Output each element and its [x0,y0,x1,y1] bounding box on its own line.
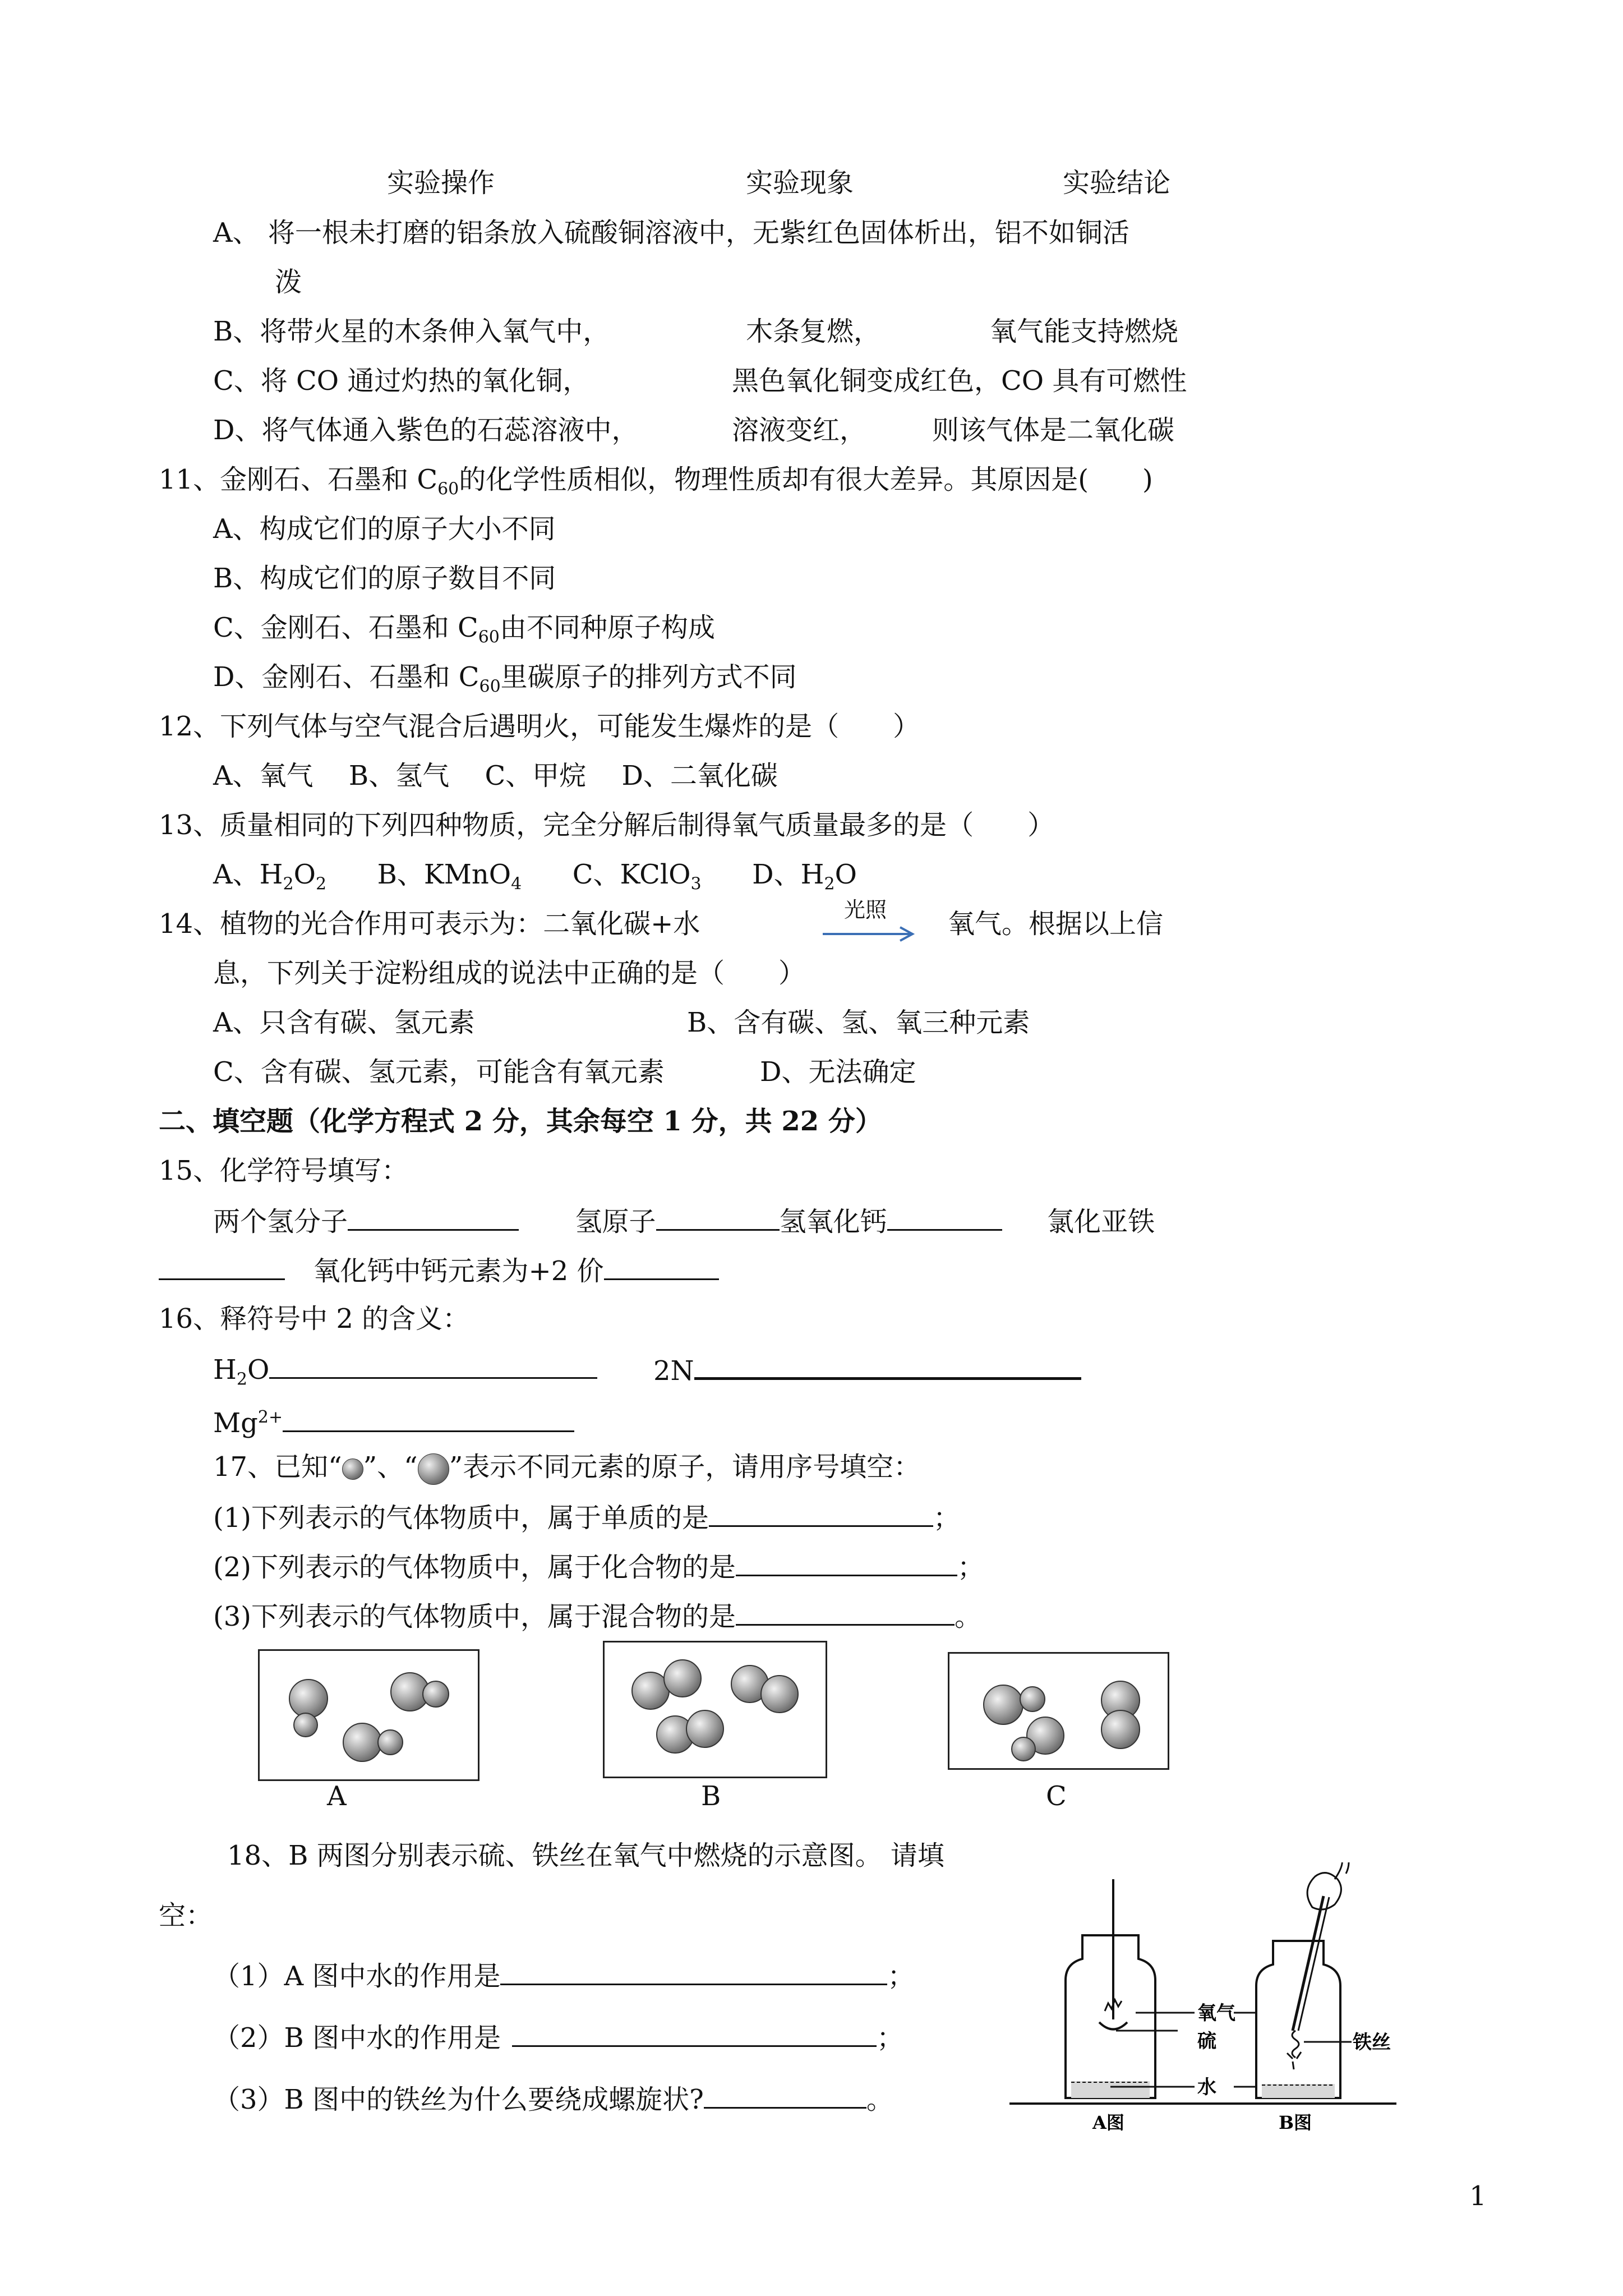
reaction-arrow-icon [822,926,917,942]
blank-field[interactable] [709,1499,933,1527]
blank-field[interactable] [736,1549,957,1576]
q11-option-d: D、金刚石、石墨和 $C_{60}$里碳原子的排列方式不同 [213,661,797,697]
blank-field[interactable] [656,1203,780,1231]
caption-a: A图 [1092,2112,1124,2133]
large-atom-icon [418,1453,449,1485]
q14-stem-part1: 14、植物的光合作用可表示为：二氧化碳+水 [159,908,700,940]
blank-field[interactable] [269,1351,597,1379]
q17-part3: (3)下列表示的气体物质中，属于混合物的是 。 [213,1598,981,1634]
q16-h2o: $H_2O$ [213,1351,597,1397]
q11-option-c: C、金刚石、石墨和 $C_{60}$由不同种原子构成 [213,612,715,647]
blank-field[interactable] [512,2019,877,2047]
q10-option-b-operation: B、将带火星的木条伸入氧气中， [213,316,610,347]
small-atom-icon [342,1458,363,1480]
molecule-box-b [603,1641,827,1778]
q18-stem-cont: 空： [159,1900,213,1931]
q10-option-a-line2: 泼 [275,266,302,298]
q10-option-a-line1: A、 将一根未打磨的铝条放入硫酸铜溶液中，无紫红色固体析出，铝不如铜活 [213,217,1129,249]
q12-stem: 12、下列气体与空气混合后遇明火，可能发生爆炸的是（ ） [159,711,920,742]
jar-b-icon [1256,1862,1352,2098]
q13-options: A、$H_2O_2$ B、KMnO$_4$ C、KClO$_3$ D、$H_2O$ [213,859,857,894]
q14-option-a: A、只含有碳、氢元素 [213,1007,475,1038]
section-title: 二、填空题（化学方程式 2 分，其余每空 1 分，共 22 分） [159,1106,882,1137]
page-number: 1 [1469,2180,1487,2212]
q14-stem-part3: 息，下列关于淀粉组成的说法中正确的是（ ） [213,958,806,989]
q15-stem: 15、化学符号填写： [159,1155,409,1186]
header-phenomenon: 实验现象 [746,167,854,199]
q10-option-b-conclusion: 氧气能支持燃烧 [990,316,1179,347]
q14-stem-part2: 氧气。根据以上信 [948,908,1164,940]
q12-options: A、氧气 B、氢气 C、甲烷 D、二氧化碳 [213,760,778,792]
q13-stem: 13、质量相同的下列四种物质，完全分解后制得氧气质量最多的是（ ） [159,809,1055,841]
caption-b: B图 [1279,2112,1312,2133]
molecule-box-a [258,1649,479,1781]
q14-option-b: B、含有碳、氢、氧三种元素 [687,1007,1030,1038]
q10-option-b-phenomenon: 木条复燃， [746,316,881,347]
q14-option-c: C、含有碳、氢元素，可能含有氧元素 [213,1056,665,1088]
q14-arrow-label: 光照 [844,898,887,922]
q11-stem: 11、金刚石、石墨和 $C_{60}$的化学性质相似，物理性质却有很大差异。其原因是( ) [159,464,1153,499]
blank-field[interactable] [604,1253,719,1280]
q17-part1: (1)下列表示的气体物质中，属于单质的是 ； [213,1499,960,1535]
q10-option-d-operation: D、将气体通入紫色的石蕊溶液中， [213,415,639,446]
header-conclusion: 实验结论 [1063,167,1171,199]
q10-option-c-operation: C、将 CO 通过灼热的氧化铜， [213,365,590,397]
blank-field[interactable] [704,2081,866,2109]
label-iron-wire: 铁丝 [1353,2031,1391,2054]
label-oxygen: 氧气 [1197,2002,1235,2024]
box-label-a: A [327,1780,347,1812]
q16-2n: 2N [653,1351,1081,1388]
combustion-figure [1009,1862,1402,2154]
label-sulfur: 硫 [1197,2030,1216,2053]
q15-line1: 两个氢分子 氢原子 氢氧化钙 氯化亚铁 [213,1203,1155,1239]
blank-field[interactable] [159,1253,285,1280]
label-water: 水 [1197,2076,1216,2099]
q18-part1: （1）A 图中水的作用是 ； [213,1958,914,1993]
q18-part3: （3）B 图中的铁丝为什么要绕成螺旋状? 。 [213,2081,893,2116]
q10-option-c-rest: 黑色氧化铜变成红色，CO 具有可燃性 [732,365,1187,397]
q16-mg: $Mg^{2+}$ [213,1401,574,1440]
q17-stem: 17、已知“ ”、“ ”表示不同元素的原子，请用序号填空： [213,1450,920,1485]
q18-part2: （2）B 图中水的作用是 ； [213,2019,903,2055]
blank-field[interactable] [500,1958,887,1985]
blank-field[interactable] [887,1203,1002,1231]
q10-option-d-conclusion: 则该气体是二氧化碳 [932,415,1175,446]
blank-field[interactable] [283,1405,574,1432]
q18-stem: 18、B 两图分别表示硫、铁丝在氧气中燃烧的示意图。 请填 [227,1840,944,1871]
q11-option-a: A、构成它们的原子大小不同 [213,513,556,545]
header-operation: 实验操作 [387,167,495,199]
box-label-c: C [1046,1780,1067,1812]
q14-option-d: D、无法确定 [760,1056,916,1088]
q11-option-b: B、构成它们的原子数目不同 [213,563,556,594]
blank-field[interactable] [348,1203,519,1231]
molecule-box-c [948,1652,1169,1770]
q15-line2: 氧化钙中钙元素为+2 价 [159,1253,719,1288]
jar-a-icon [1066,1879,1178,2098]
blank-field[interactable] [736,1598,955,1626]
q10-option-d-phenomenon: 溶液变红， [732,415,867,446]
q16-stem: 16、释符号中 2 的含义： [159,1303,470,1335]
q17-part2: (2)下列表示的气体物质中，属于化合物的是 ； [213,1549,984,1584]
box-label-b: B [701,1780,721,1812]
blank-field[interactable] [694,1351,1081,1380]
